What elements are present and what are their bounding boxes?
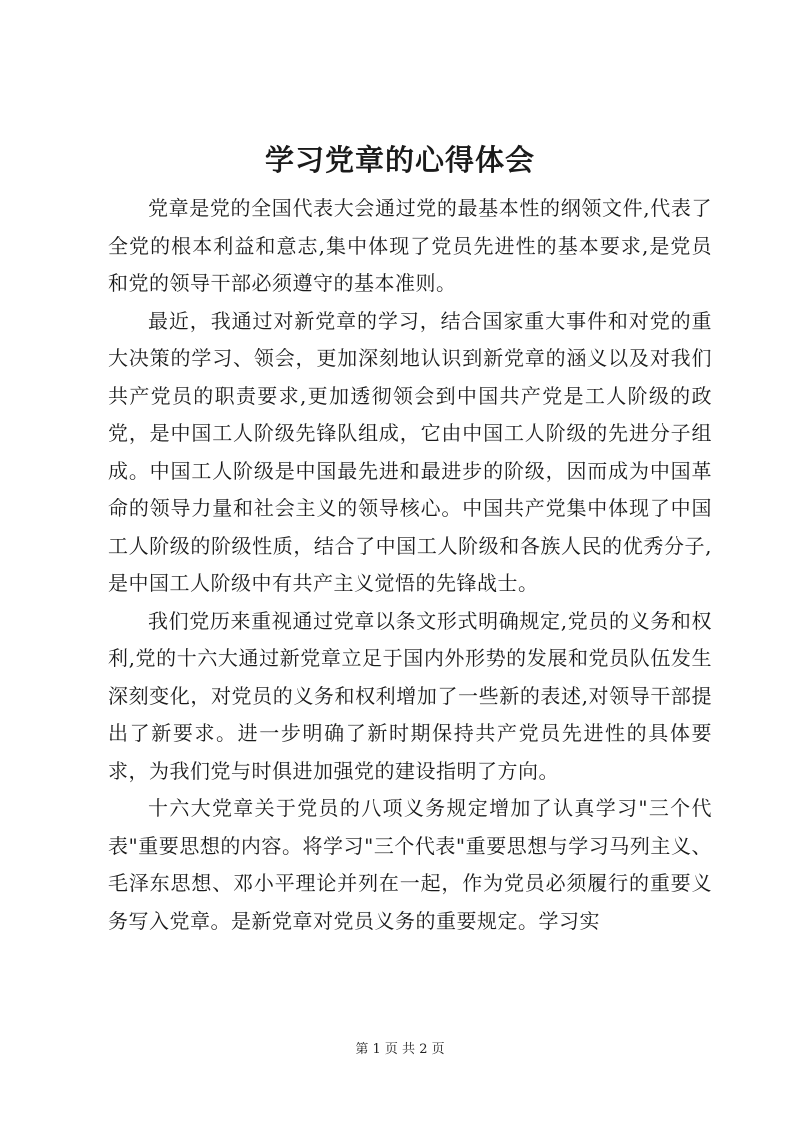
page-footer: 第 1 页 共 2 页 xyxy=(355,1042,445,1057)
paragraph-3: 我们党历来重视通过党章以条文形式明确规定,党员的义务和权利,党的十六大通过新党章立足于国内外形势的发展和党员队伍发生深刻变化，对党员的义务和权利增加了一些新的表述,对领导干部提出了新要求。进一步明确了新时期保持共产党员先进性的具体要求，为我们党与时俱进加强党的建设指明了方向。 xyxy=(108,608,712,783)
paragraph-1: 党章是党的全国代表大会通过党的最基本性的纲领文件,代表了全党的根本利益和意志,集中体现了党员先进性的基本要求,是党员和党的领导干部必须遵守的基本准则。 xyxy=(108,196,712,295)
paragraph-4: 十六大党章关于党员的八项义务规定增加了认真学习"三个代表"重要思想的内容。将学习"三个代表"重要思想与学习马列主义、毛泽东思想、邓小平理论并列在一起，作为党员必须履行的重要义务写入党章。是新党章对党员义务的重要规定。学习实 xyxy=(108,796,712,933)
document-body xyxy=(108,190,712,940)
paragraph-2: 最近，我通过对新党章的学习，结合国家重大事件和对党的重大决策的学习、领会，更加深刻地认识到新党章的涵义以及对我们共产党员的职责要求,更加透彻领会到中国共产党是工人阶级的政党，是中国工人阶级先锋队组成，它由中国工人阶级的先进分子组成。中国工人阶级是中国最先进和最进步的阶级，因而成为中国革命的领导力量和社会主义的领导核心。中国共产党集中体现了中国工人阶级的阶级性质，结合了中国工人阶级和各族人民的优秀分子,是中国工人阶级中有共产主义觉悟的先锋战士。 xyxy=(108,308,712,595)
page-title: 学习党章的心得体会 xyxy=(264,143,535,177)
